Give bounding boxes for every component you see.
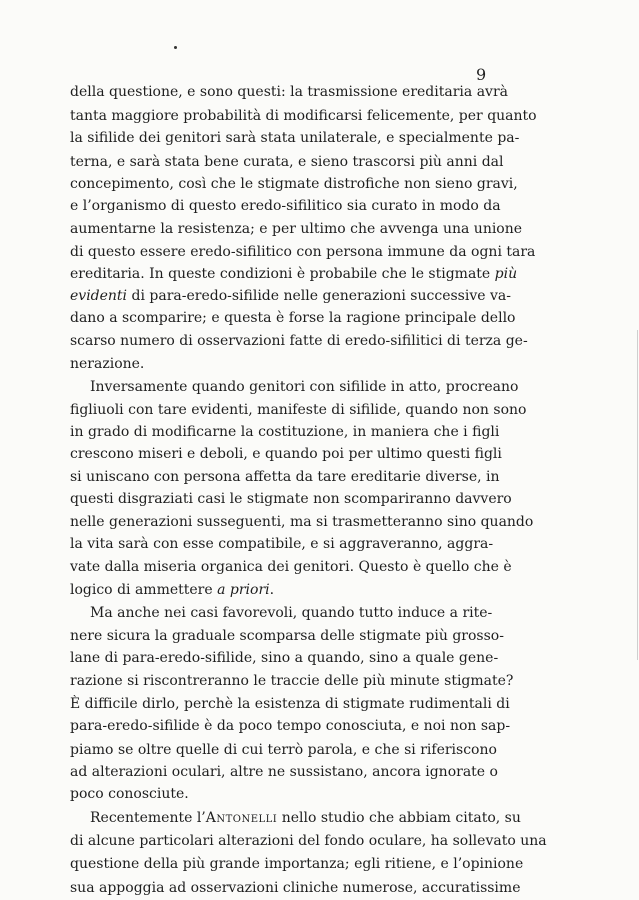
text-segment: para-eredo-sifilide è da poco tempo conosciuta, e noi non sap- [70, 718, 511, 734]
text-line [70, 466, 500, 488]
text-line [70, 195, 501, 217]
text-segment: concepimento, così che le stigmate distrofiche non sieno gravi, [70, 176, 518, 192]
text-segment: dano a scomparire; e questa è forse la ragione principale dello [70, 310, 516, 326]
text-segment: in grado di modificarne la costituzione, in maniera che i figli [70, 424, 500, 440]
text-segment: della questione, e sono questi: la trasmissione ereditaria avrà [70, 84, 508, 100]
text-segment: e l’organismo di questo eredo-sifilitico sia curato in modo da [70, 198, 501, 214]
text-line [90, 602, 493, 624]
text-line [70, 421, 500, 443]
text-segment: Ma anche nei casi favorevoli, quando tutto induce a rite- [90, 605, 493, 621]
text-segment: logico di ammettere [70, 582, 218, 598]
text-line [70, 443, 502, 465]
text-line [70, 625, 504, 647]
text-segment: nere sicura la graduale scomparsa delle stigmate più grosso- [70, 628, 504, 644]
text-segment: la sifilide dei genitori sarà stata unilaterale, e specialmente pa- [70, 130, 520, 146]
page-edge [637, 330, 638, 660]
text-segment: ad alterazioni oculari, altre ne sussistano, ancora ignorate o [70, 764, 498, 780]
italic-text: a priori [217, 582, 270, 598]
text-line [70, 353, 490, 375]
text-line [70, 218, 523, 240]
text-line [70, 263, 518, 285]
text-line [70, 877, 521, 899]
text-line [70, 533, 494, 555]
text-line [70, 127, 520, 149]
text-segment: terna, e sarà stata bene curata, e sieno trascorsi più anni dal [70, 154, 504, 170]
text-segment: piamo se oltre quelle di cui terrò parola, e che si riferiscono [70, 742, 497, 758]
text-segment: scarso numero di osservazioni fatte di eredo-sifilitici di terza ge- [70, 333, 528, 349]
text-line [70, 307, 516, 329]
text-line [70, 241, 536, 263]
ink-speck [174, 46, 177, 49]
page-number: 9 [476, 65, 487, 84]
text-line [90, 807, 521, 829]
text-segment: nerazione. [70, 356, 145, 372]
text-segment: nello studio che abbiam citato, su [277, 810, 521, 826]
text-line [70, 173, 518, 195]
text-line [70, 579, 490, 601]
text-segment: nelle generazioni susseguenti, ma si trasmetteranno sino quando [70, 514, 534, 530]
small-caps-name: Antonelli [205, 810, 278, 826]
text-segment: questione della più grande importanza; egli ritiene, e l’opinione [70, 856, 524, 872]
text-line [70, 647, 499, 669]
text-line [70, 399, 527, 421]
text-segment: si uniscano con persona affetta da tare ereditarie diverse, in [70, 469, 500, 485]
text-line [70, 556, 512, 578]
text-segment: crescono miseri e deboli, e quando poi per ultimo questi figli [70, 446, 502, 462]
text-line [70, 783, 490, 805]
text-line [70, 285, 511, 307]
text-segment: di alcune particolari alterazioni del fondo oculare, ha sollevato una [70, 833, 547, 849]
text-line [70, 693, 510, 715]
text-segment: poco conosciute. [70, 786, 189, 802]
text-segment: . [269, 582, 275, 598]
text-segment: aumentarne la resistenza; e per ultimo che avvenga una unione [70, 221, 523, 237]
text-segment: sua appoggia ad osservazioni cliniche numerose, accuratissime [70, 880, 521, 896]
text-segment: Recentemente l’ [90, 810, 206, 826]
italic-text: più [494, 266, 518, 282]
text-segment: Inversamente quando genitori con sifilide in atto, procreano [90, 379, 519, 395]
text-segment: È difficile dirlo, perchè la esistenza di stigmate rudimentali di [70, 696, 510, 712]
text-line [70, 151, 504, 173]
text-line [70, 488, 512, 510]
italic-text: evidenti [70, 288, 128, 304]
text-segment: lane di para-eredo-sifilide, sino a quando, sino a quale gene- [70, 650, 499, 666]
text-segment: razione si riscontreranno le traccie delle più minute stigmate? [70, 673, 514, 689]
text-segment: di questo essere eredo-sifilitico con persona immune da ogni tara [70, 244, 536, 260]
text-line [90, 376, 519, 398]
text-segment: la vita sarà con esse compatibile, e si aggraveranno, aggra- [70, 536, 494, 552]
text-segment: tanta maggiore probabilità di modificarsi felicemente, per quanto [70, 108, 537, 124]
text-line [70, 853, 524, 875]
text-segment: figliuoli con tare evidenti, manifeste di sifilide, quando non sono [70, 402, 527, 418]
text-segment: ereditaria. In queste condizioni è probabile che le stigmate [70, 266, 495, 282]
text-segment: vate dalla miseria organica dei genitori. Questo è quello che è [70, 559, 512, 575]
text-line [70, 105, 537, 127]
text-line [70, 739, 497, 761]
text-line [70, 761, 498, 783]
text-line [70, 81, 508, 103]
text-segment: di para-eredo-sifilide nelle generazioni successive va- [127, 288, 511, 304]
text-line [70, 511, 534, 533]
text-line [70, 830, 547, 852]
text-segment: questi disgraziati casi le stigmate non scompariranno davvero [70, 491, 512, 507]
text-line [70, 715, 511, 737]
text-line [70, 670, 514, 692]
text-line [70, 330, 528, 352]
